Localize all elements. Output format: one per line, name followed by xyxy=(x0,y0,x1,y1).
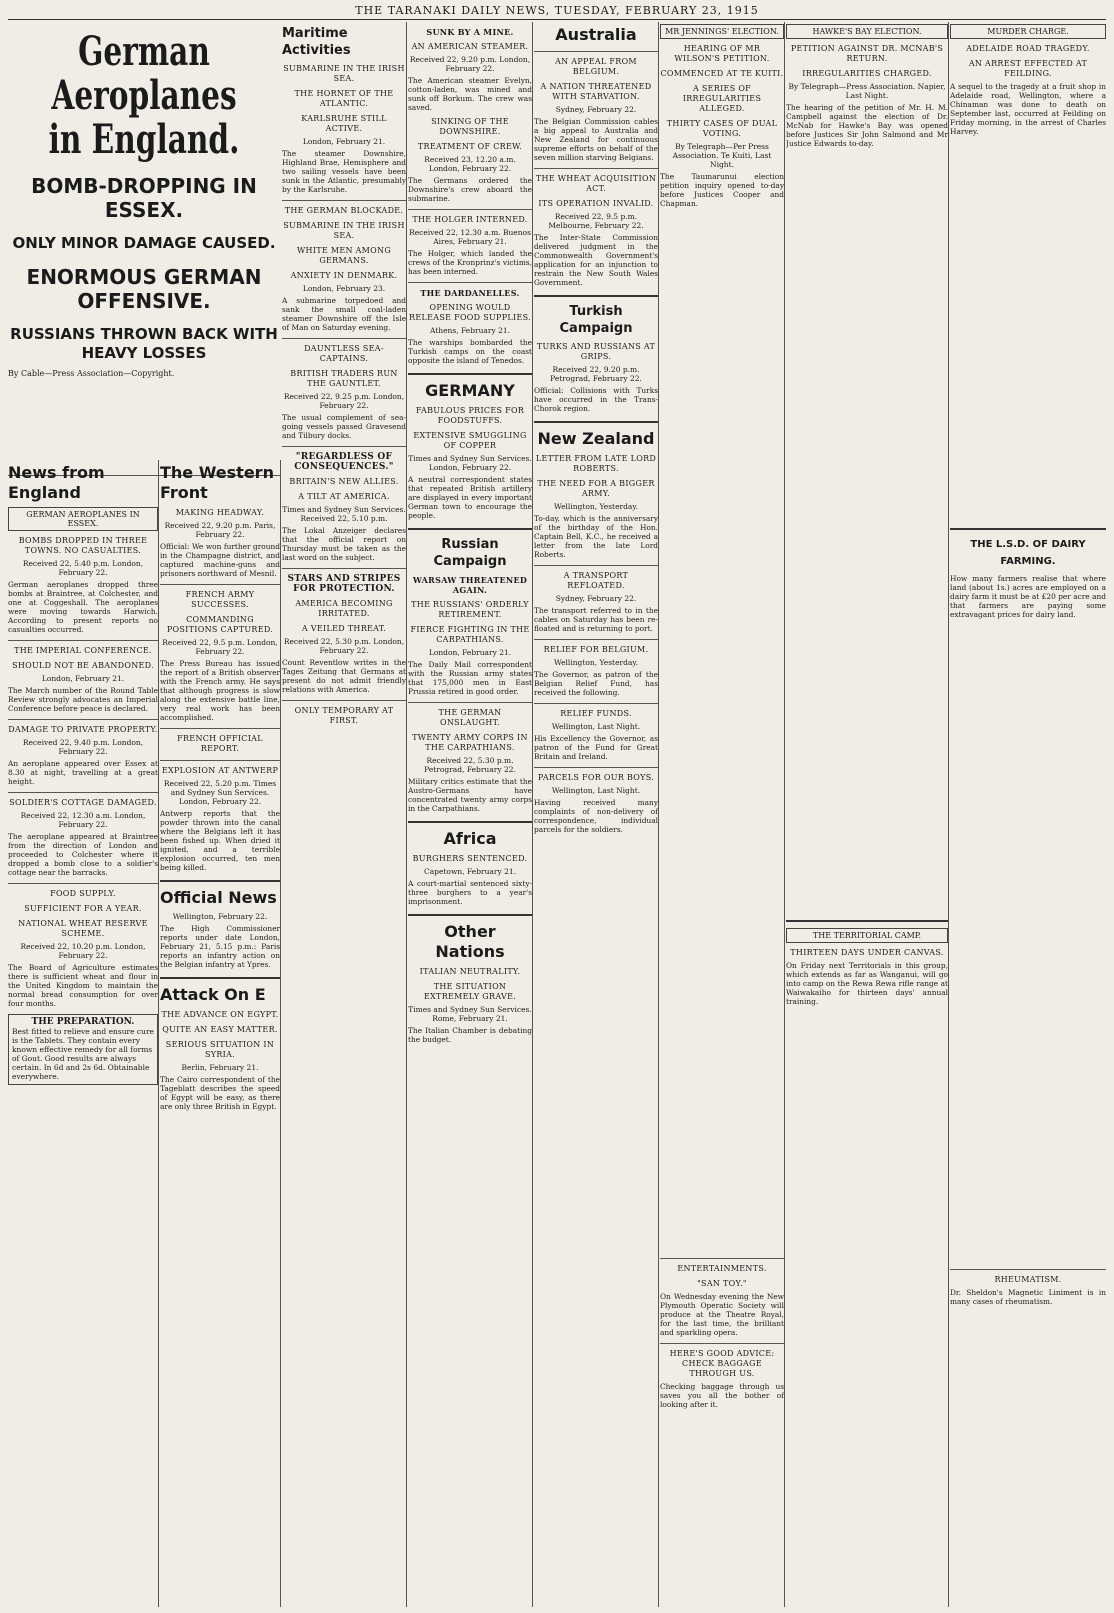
article-text: The Press Bureau has issued the report of a British observer with the French army. He says that although progress is slow along the extensive battle line, very real work has been accomplished. xyxy=(160,659,280,722)
article-text: To-day, which is the anniversary of the birthday of the Hon. Captain Bell, K.C., he received a letter from the late Lord Roberts. xyxy=(534,514,658,559)
dateline: Times and Sydney Sun Services. London, February 22. xyxy=(408,454,532,472)
subhead: TWENTY ARMY CORPS IN THE CARPATHIANS. xyxy=(412,733,528,752)
column-murder-charge xyxy=(950,22,1106,1607)
dateline: Received 22, 9.20 p.m. Paris, February 22. xyxy=(164,521,276,539)
dateline: Sydney, February 22. xyxy=(555,105,637,114)
subhead: HEARING OF MR WILSON'S PETITION. xyxy=(674,44,770,63)
subhead: AN AMERICAN STEAMER. xyxy=(411,42,529,51)
column-maritime-activities xyxy=(282,22,407,1607)
divider xyxy=(534,703,658,704)
article-text: Dr. Sheldon's Magnetic Liniment is in many cases of rheumatism. xyxy=(950,1288,1106,1306)
subhead: BOMBS DROPPED IN THREE TOWNS. NO CASUALTIES. xyxy=(18,536,148,555)
article-text: The Taumarunui election petition inquiry opened to-day before Justices Cooper and Chapman. xyxy=(660,172,784,208)
subhead: FOOD SUPPLY. xyxy=(50,889,116,898)
subhead: ONLY TEMPORARY AT FIRST. xyxy=(294,706,394,725)
dateline: Received 23, 12.20 a.m. London, February 22. xyxy=(424,155,516,173)
subhead: RELIEF FOR BELGIUM. xyxy=(543,645,649,654)
subhead: "REGARDLESS OF CONSEQUENCES." xyxy=(294,452,394,472)
subhead: A SERIES OF IRREGULARITIES ALLEGED. xyxy=(682,84,762,113)
subhead: RHEUMATISM. xyxy=(994,1275,1062,1284)
divider xyxy=(660,1343,784,1344)
article-text: A submarine torpedoed and sank the small coal-laden steamer Downshire off the Isle of Man on Saturday evening. xyxy=(282,296,406,332)
divider xyxy=(950,1269,1106,1270)
dateline: Athens, February 21. xyxy=(429,326,511,335)
section-head: Turkish Campaign xyxy=(559,304,633,336)
dateline: Wellington, Yesterday. xyxy=(553,502,638,511)
dateline: Received 22, 9.5 p.m. London, February 22. xyxy=(162,638,278,656)
divider xyxy=(8,792,158,793)
divider xyxy=(408,373,532,375)
subhead: QUITE AN EASY MATTER. xyxy=(162,1025,278,1034)
subhead: AN APPEAL FROM BELGIUM. xyxy=(555,57,637,76)
subhead: TREATMENT OF CREW. xyxy=(417,142,523,151)
dateline: Wellington, Last Night. xyxy=(551,786,641,795)
dateline: Berlin, February 21. xyxy=(181,1063,259,1072)
subhead: THE HOLGER INTERNED. xyxy=(412,215,528,224)
section-head: The Western Front xyxy=(160,463,274,502)
section-head: Australia xyxy=(555,25,637,44)
subhead: DAMAGE TO PRIVATE PROPERTY. xyxy=(8,725,158,734)
subhead: ENTERTAINMENTS. xyxy=(677,1264,767,1273)
article-text: Having received many complaints of non-delivery of correspondence, individual parcels for the soldiers. xyxy=(534,798,658,834)
subhead: A NATION THREATENED WITH STARVATION. xyxy=(540,82,652,101)
subhead: WARSAW THREATENED AGAIN. xyxy=(412,575,528,595)
article-text: The Italian Chamber is debating the budget. xyxy=(408,1026,532,1044)
section-head: Other Nations xyxy=(435,922,505,961)
subhead: BRITISH TRADERS RUN THE GAUNTLET. xyxy=(290,369,398,388)
dateline: London, February 23. xyxy=(302,284,386,293)
section-head: MR JENNINGS' ELECTION. xyxy=(660,24,784,39)
divider xyxy=(408,702,532,703)
article-text: The Belgian Commission cables a big appeal to Australia and New Zealand for continuous supreme efforts on behalf of the seven million starving Belgians. xyxy=(534,117,658,162)
divider xyxy=(282,338,406,339)
dateline: By Telegraph—Per Press Association. Te Kuiti, Last Night. xyxy=(672,142,772,169)
section-head: HAWKE'S BAY ELECTION. xyxy=(786,24,948,39)
article-text: The High Commissioner reports under date London, February 21, 5.15 p.m.: Paris reports an infantry action on the Belgian infantry at Ypres. xyxy=(160,924,280,969)
subhead: FABULOUS PRICES FOR FOODSTUFFS. xyxy=(415,406,525,425)
subhead: SINKING OF THE DOWNSHIRE. xyxy=(431,117,509,136)
subhead: BRITAIN'S NEW ALLIES. xyxy=(289,477,399,486)
article-text: The warships bombarded the Turkish camps on the coast opposite the island of Tenedos. xyxy=(408,338,532,365)
subhead: LETTER FROM LATE LORD ROBERTS. xyxy=(535,454,657,473)
article-continuation xyxy=(660,212,784,1252)
article-text: The Daily Mail correspondent with the Russian army states that 175,000 men in East Prussia retired in good order. xyxy=(408,660,532,696)
article-text: Checking baggage through us saves you all the bother of looking after it. xyxy=(660,1382,784,1409)
subhead: HERE'S GOOD ADVICE: CHECK BAGGAGE THROUGH US. xyxy=(669,1349,775,1378)
dateline: Received 22, 5.20 p.m. Times and Sydney Sun Services. London, February 22. xyxy=(163,779,277,806)
banner-sub-russians: RUSSIANS THROWN BACK WITH HEAVY LOSSES xyxy=(10,325,278,362)
section-head: Official News xyxy=(160,888,277,907)
column-australia xyxy=(534,22,659,1607)
article-text: The Governor, as patron of the Belgian Relief Fund, has received the following. xyxy=(534,670,658,697)
divider xyxy=(8,719,158,720)
subhead: STARS AND STRIPES FOR PROTECTION. xyxy=(287,574,401,594)
subhead: GERMAN AEROPLANES IN ESSEX. xyxy=(8,507,158,531)
dateline: London, February 21. xyxy=(41,674,125,683)
subhead: AN ARREST EFFECTED AT FEILDING. xyxy=(968,59,1088,78)
subhead: PARCELS FOR OUR BOYS. xyxy=(537,773,655,782)
subhead: SHOULD NOT BE ABANDONED. xyxy=(12,661,154,670)
subhead: COMMENCED AT TE KUITI. xyxy=(660,69,784,78)
dateline: Wellington, Last Night. xyxy=(551,722,641,731)
article-text: The usual complement of sea-going vessels passed Gravesend and Tilbury docks. xyxy=(282,413,406,440)
subhead: ANXIETY IN DENMARK. xyxy=(290,271,398,280)
subhead: SERIOUS SITUATION IN SYRIA. xyxy=(165,1040,275,1059)
divider xyxy=(408,528,532,530)
section-head: New Zealand xyxy=(537,429,655,448)
subhead: RELIEF FUNDS. xyxy=(560,709,632,718)
divider xyxy=(408,821,532,823)
subhead: BURGHERS SENTENCED. xyxy=(412,854,528,863)
subhead: A TRANSPORT REFLOATED. xyxy=(563,571,629,590)
subhead: THE HORNET OF THE ATLANTIC. xyxy=(294,89,394,108)
masthead: THE TARANAKI DAILY NEWS, TUESDAY, FEBRUARY 23, 1915 xyxy=(355,4,759,17)
dateline: Received 22, 5.40 p.m. London, February 22. xyxy=(22,559,144,577)
subhead: PETITION AGAINST DR. MCNAB'S RETURN. xyxy=(790,44,944,63)
subhead: THE GERMAN BLOCKADE. xyxy=(284,206,404,215)
subhead: THE DARDANELLES. xyxy=(420,288,520,298)
dateline: Sydney, February 22. xyxy=(555,594,637,603)
article-text: The transport referred to in the cables on Saturday has been re-floated and is returning to port. xyxy=(534,606,658,633)
dateline: By Telegraph—Press Association. Napier, Last Night. xyxy=(788,82,946,100)
dateline: Received 22, 9.5 p.m. Melbourne, February 22. xyxy=(548,212,644,230)
dateline: Received 22, 5.30 p.m. Petrograd, February 22. xyxy=(424,756,516,774)
subhead: COMMANDING POSITIONS CAPTURED. xyxy=(166,615,274,634)
subhead: MAKING HEADWAY. xyxy=(175,508,265,517)
banner xyxy=(8,22,280,378)
article-text: The Germans ordered the Downshire's crew aboard the submarine. xyxy=(408,176,532,203)
subhead: FRENCH OFFICIAL REPORT. xyxy=(177,734,263,753)
advertisement xyxy=(8,1014,158,1085)
divider xyxy=(534,168,658,169)
divider xyxy=(660,1258,784,1259)
dateline: Received 22, 9.20 p.m. Petrograd, February 22. xyxy=(550,365,642,383)
column-jennings-election xyxy=(660,22,785,1607)
subhead: EXPLOSION AT ANTWERP xyxy=(161,766,279,775)
article-text: Military critics estimate that the Austro-Germans have concentrated twenty army corps in the Carpathians. xyxy=(408,777,532,813)
subhead: THE NEED FOR A BIGGER ARMY. xyxy=(537,479,655,498)
section-head: THE TERRITORIAL CAMP. xyxy=(786,928,948,943)
subhead: FRENCH ARMY SUCCESSES. xyxy=(185,590,255,609)
subhead: WHITE MEN AMONG GERMANS. xyxy=(296,246,392,265)
article-text: On Friday next Territorials in this group, which extends as far as Wanganui, will go into camp on the Rewa Rewa rifle range at Waiwakaiho for thirteen days' annual training. xyxy=(786,961,948,1006)
dateline: Wellington, Yesterday. xyxy=(553,658,638,667)
subhead: SUNK BY A MINE. xyxy=(426,27,514,37)
dateline: Received 22, 12.30 a.m. Buenos Aires, February 21. xyxy=(409,228,531,246)
article-continuation xyxy=(950,623,1106,1263)
dateline: Received 22, 9.20 p.m. London, February 22. xyxy=(409,55,531,73)
article-text: Count Reventlow writes in the Tages Zeitung that Germans at present do not admit friendly relations with America. xyxy=(282,658,406,694)
subhead: THE IMPERIAL CONFERENCE. xyxy=(14,646,152,655)
dateline: Received 22, 9.25 p.m. London, February 22. xyxy=(283,392,405,410)
article-text: Official: We won further ground in the Champagne district, and captured machine-guns and prisoners northward of Mesnil. xyxy=(160,542,280,578)
divider xyxy=(160,728,280,729)
divider xyxy=(160,977,280,979)
article-continuation xyxy=(950,140,1106,520)
subhead: SUBMARINE IN THE IRISH SEA. xyxy=(283,64,405,83)
subhead: SUFFICIENT FOR A YEAR. xyxy=(24,904,142,913)
dateline: Capetown, February 21. xyxy=(423,867,517,876)
article-text: The steamer Downshire, Highland Brae, Hemisphere and two sailing vessels have been sunk in the Atlantic, presumably by the Karlsruhe. xyxy=(282,149,406,194)
article-text: His Excellency the Governor, as patron of the Fund for Great Britain and Ireland. xyxy=(534,734,658,761)
subhead: A TILT AT AMERICA. xyxy=(298,492,390,501)
article-text: Antwerp reports that the powder thrown into the canal where the Belgians left it has been fished up. When dried it ignited, and a terrible explosion occurred, ten men being killed. xyxy=(160,809,280,872)
subhead: THIRTY CASES OF DUAL VOTING. xyxy=(666,119,778,138)
banner-title: German Aeroplanes in England. xyxy=(48,28,240,163)
divider xyxy=(8,640,158,641)
section-head: Russian Campaign xyxy=(433,537,507,569)
dateline: Received 22, 5.30 p.m. London, February 22. xyxy=(283,637,405,655)
divider xyxy=(408,914,532,916)
section-head: News from England xyxy=(8,463,105,502)
article-text: An aeroplane appeared over Essex at 8.30 at night, travelling at a great height. xyxy=(8,759,158,786)
column-news-from-england xyxy=(8,460,159,1607)
ad-title: THE PREPARATION. xyxy=(31,1017,135,1027)
dateline: Received 22, 12.30 a.m. London, February 22. xyxy=(20,811,146,829)
subhead: ITALIAN NEUTRALITY. xyxy=(419,967,521,976)
subhead: "SAN TOY." xyxy=(697,1279,747,1288)
section-head: GERMANY xyxy=(425,381,515,400)
subhead: EXTENSIVE SMUGGLING OF COPPER xyxy=(413,431,527,450)
subhead: TURKS AND RUSSIANS AT GRIPS. xyxy=(536,342,656,361)
divider xyxy=(534,767,658,768)
subhead: KARLSRUHE STILL ACTIVE. xyxy=(301,114,387,133)
article-text: The Lokal Anzeiger declares that the official report on Thursday must be taken as the last word on the subject. xyxy=(282,526,406,562)
divider xyxy=(950,528,1106,530)
section-head: MURDER CHARGE. xyxy=(950,24,1106,39)
subhead: THIRTEEN DAYS UNDER CANVAS. xyxy=(790,948,944,957)
subhead: THE WHEAT ACQUISITION ACT. xyxy=(535,174,657,193)
ad-text: Best fitted to relieve and ensure cure is the Tablets. They contain every known effective remedy for all forms of Gout. Good results are always certain. In 6d and 2s 6d. Obtainable everywhere. xyxy=(12,1027,154,1081)
section-head: THE L.S.D. OF DAIRY FARMING. xyxy=(970,539,1086,567)
column-western-front xyxy=(160,460,281,1607)
article-text: The Inter-State Commission delivered judgment in the Commonwealth Government's application for an injunction to restrain the New South Wales Government. xyxy=(534,233,658,287)
subhead: ADELAIDE ROAD TRAGEDY. xyxy=(966,44,1090,53)
article-text: A sequel to the tragedy at a fruit shop in Adelaide road, Wellington, where a Chinaman was done to death on September last, occurred at Feilding on Friday morning, in the arrest of Charles Harvey. xyxy=(950,82,1106,136)
article-continuation xyxy=(786,152,948,912)
section-head: Africa xyxy=(443,829,497,848)
subhead: IRREGULARITIES CHARGED. xyxy=(802,69,932,78)
divider xyxy=(282,446,406,447)
subhead: NATIONAL WHEAT RESERVE SCHEME. xyxy=(18,919,148,938)
banner-sub-offensive: ENORMOUS GERMAN OFFENSIVE. xyxy=(26,265,262,313)
divider xyxy=(786,920,948,922)
dateline: Received 22, 9.40 p.m. London, February 22. xyxy=(22,738,144,756)
dateline: Times and Sydney Sun Services. Rome, February 21. xyxy=(408,1005,532,1023)
divider xyxy=(534,639,658,640)
dateline: Wellington, February 22. xyxy=(172,912,268,921)
subhead: AMERICA BECOMING IRRITATED. xyxy=(295,599,393,618)
divider xyxy=(534,51,658,52)
article-text: On Wednesday evening the New Plymouth Operatic Society will produce at the Theatre Royal, for the last time, the brilliant and sparkling opera. xyxy=(660,1292,784,1337)
article-text: The aeroplane appeared at Braintree from the direction of London and proceeded to Colchester where it dropped a bomb close to a soldier's cottage near the barracks. xyxy=(8,832,158,877)
subhead: THE RUSSIANS' ORDERLY RETIREMENT. xyxy=(411,600,529,619)
article-text: How many farmers realise that where land (about 1s.) acres are employed on a dairy farm it must be at £20 per acre and that farmers are paying some extravagant prices for dairy land. xyxy=(950,574,1106,619)
divider xyxy=(534,565,658,566)
column-hawkes-bay-election xyxy=(786,22,949,1607)
banner-sub-damage: ONLY MINOR DAMAGE CAUSED. xyxy=(12,234,276,252)
subhead: SUBMARINE IN THE IRISH SEA. xyxy=(283,221,405,240)
banner-sub-essex: BOMB-DROPPING IN ESSEX. xyxy=(31,174,257,222)
article-text: The Cairo correspondent of the Tageblatt describes the speed of Egypt will be easy, as there are only three British in Egypt. xyxy=(160,1075,280,1111)
masthead-rule xyxy=(8,19,1106,20)
article-text: The hearing of the petition of Mr. H. M. Campbell against the election of Dr. McNab for Hawke's Bay was opened before Justices Sir John Salmond and Mr Justice Edwards to-day. xyxy=(786,103,948,148)
divider xyxy=(160,584,280,585)
article-text: The Board of Agriculture estimates there is sufficient wheat and flour in the United Kingdom to maintain the normal bread consumption for over four months. xyxy=(8,963,158,1008)
subhead: FIERCE FIGHTING IN THE CARPATHIANS. xyxy=(410,625,530,644)
dateline: Received 22, 10.20 p.m. London, February 22. xyxy=(20,942,146,960)
subhead: THE ADVANCE ON EGYPT. xyxy=(161,1010,279,1019)
article-text: The American steamer Evelyn, cotton-laden, was mined and sunk off Borkum. The crew was saved. xyxy=(408,76,532,112)
subhead: THE SITUATION EXTREMELY GRAVE. xyxy=(423,982,517,1001)
section-head: Maritime Activities xyxy=(282,26,351,58)
section-head: Attack On E xyxy=(160,985,266,1004)
dateline: London, February 21. xyxy=(302,137,386,146)
divider xyxy=(408,282,532,283)
divider xyxy=(534,295,658,297)
divider xyxy=(8,883,158,884)
divider xyxy=(282,700,406,701)
column-sunk-by-mine xyxy=(408,22,533,1607)
dateline: Times and Sydney Sun Services. Received 22, 5.10 p.m. xyxy=(282,505,406,523)
dateline: London, February 21. xyxy=(428,648,512,657)
divider xyxy=(408,209,532,210)
article-text: A neutral correspondent states that repeated British artillery are displayed in every important German town to encourage the people. xyxy=(408,475,532,520)
subhead: OPENING WOULD RELEASE FOOD SUPPLIES. xyxy=(409,303,531,322)
subhead: THE GERMAN ONSLAUGHT. xyxy=(438,708,502,727)
article-text: German aeroplanes dropped three bombs at Braintree, at Colchester, and one at Coggeshall. The aeroplanes were moving towards Harwich. According to present reports no casualties occurred. xyxy=(8,580,158,634)
subhead: SOLDIER'S COTTAGE DAMAGED. xyxy=(9,798,157,807)
article-text: The Holger, which landed the crews of the Kronprinz's victims, has been interned. xyxy=(408,249,532,276)
subhead: ITS OPERATION INVALID. xyxy=(538,199,654,208)
banner-byline: By Cable—Press Association—Copyright. xyxy=(8,369,175,378)
divider xyxy=(282,568,406,569)
article-text: A court-martial sentenced sixty-three burghers to a year's imprisonment. xyxy=(408,879,532,906)
subhead: DAUNTLESS SEA-CAPTAINS. xyxy=(304,344,384,363)
subhead: A VEILED THREAT. xyxy=(301,624,387,633)
divider xyxy=(534,421,658,423)
divider xyxy=(160,760,280,761)
article-text: Official: Collisions with Turks have occurred in the Trans-Chorok region. xyxy=(534,386,658,413)
article-text: The March number of the Round Table Review strongly advocates an Imperial Conference before peace is declared. xyxy=(8,686,158,713)
divider xyxy=(160,880,280,882)
divider xyxy=(282,200,406,201)
